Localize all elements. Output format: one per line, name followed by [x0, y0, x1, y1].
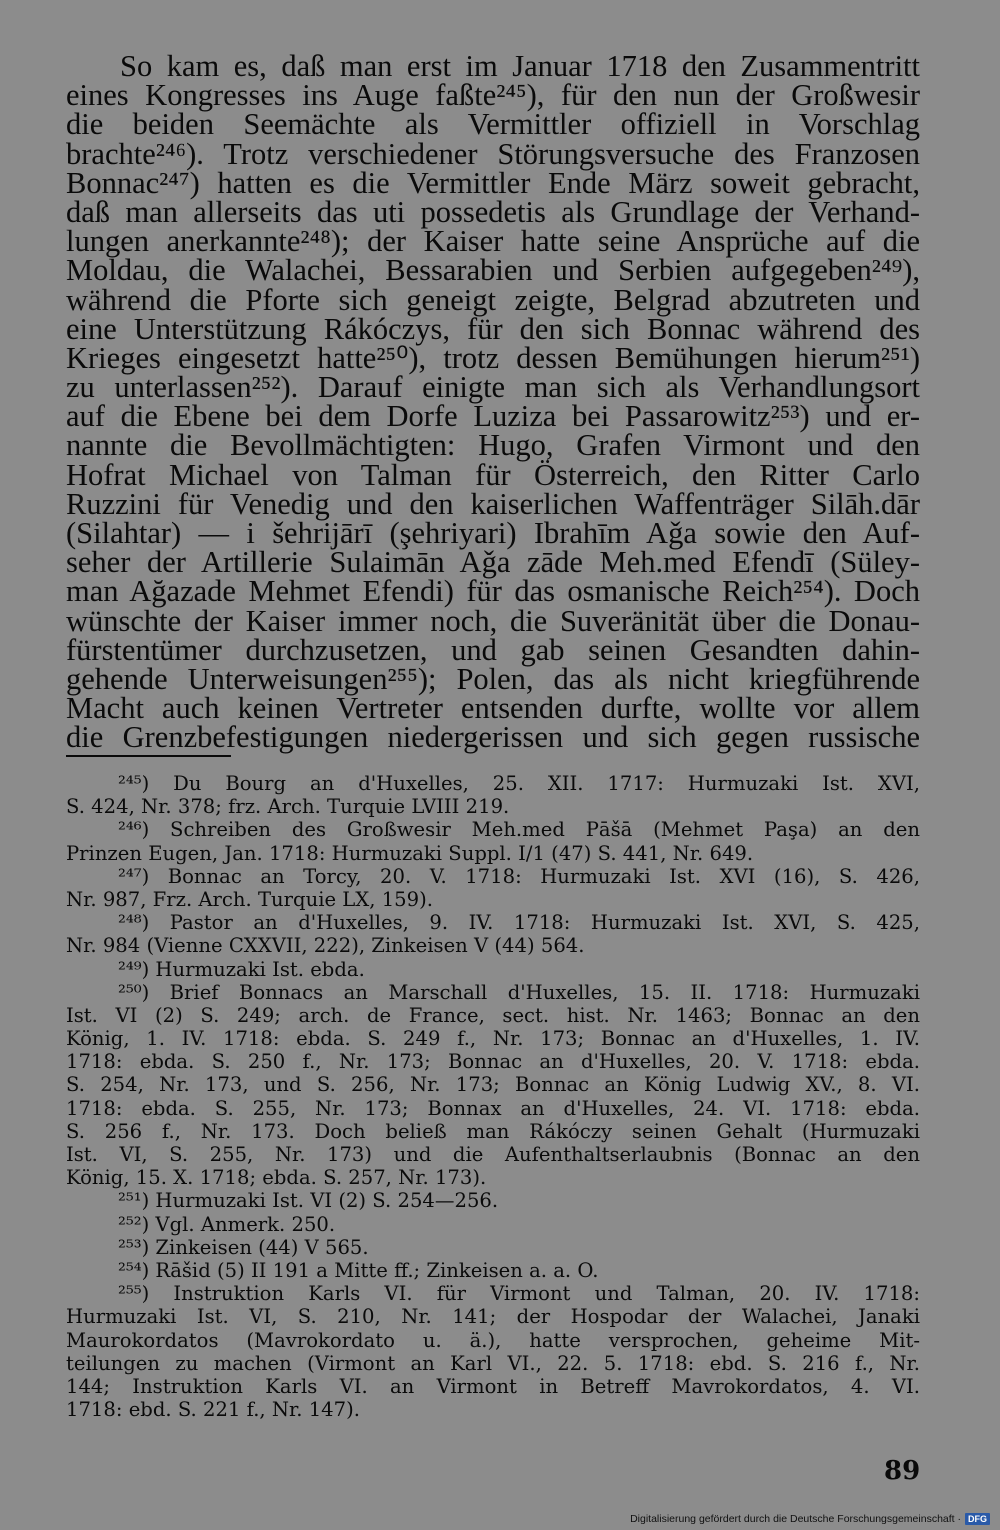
- footnote-line: teilungen zu machen (Virmont an Karl VI., 22. 5. 1718: ebd. S. 216 f., Nr.: [66, 1351, 920, 1375]
- credit-text: Digitalisierung gefördert durch die Deutsche Forschungsgemeinschaft ·: [630, 1513, 961, 1525]
- footnote-line: Hurmuzaki Ist. VI, S. 210, Nr. 141; der Hospodar der Walachei, Janaki: [66, 1305, 920, 1329]
- footnote-line: Ist. VI, S. 255, Nr. 173) und die Aufenthaltserlaubnis (Bonnac an den: [66, 1143, 920, 1166]
- text-line: Macht auch keinen Vertreter entsenden durfte, wollte vor allem: [66, 691, 920, 726]
- footnote-line: Nr. 984 (Vienne CXXVII, 222), Zinkeisen V (44) 564.: [66, 934, 585, 958]
- footnote-line: Ist. VI (2) S. 249; arch. de France, sect. hist. Nr. 1463; Bonnac an den: [66, 1003, 920, 1027]
- text-line: Ruzzini für Venedig und den kaiserlichen Waffenträger Silāh.dār: [66, 486, 920, 521]
- text-line: daß man allerseits das uti possedetis als Grundlage der Verhand-: [66, 194, 920, 229]
- text-line: eines Kongresses ins Auge faßte²⁴⁵), für den nun der Großwesir: [66, 78, 920, 113]
- footnote-line: ²⁴⁸) Pastor an d'Huxelles, 9. IV. 1718: Hurmuzaki Ist. XVI, S. 425,: [118, 911, 920, 935]
- footnote-divider: [66, 755, 231, 757]
- main-text-block: [66, 49, 920, 755]
- footnote-line: ²⁵⁴) Rāšid (5) II 191 a Mitte ff.; Zinkeisen a. a. O.: [118, 1258, 599, 1282]
- footnote-line: Prinzen Eugen, Jan. 1718: Hurmuzaki Suppl. I/1 (47) S. 441, Nr. 649.: [66, 841, 754, 865]
- footnote-line: ²⁵¹) Hurmuzaki Ist. VI (2) S. 254—256.: [118, 1189, 499, 1213]
- page-number: 89: [884, 1456, 921, 1486]
- footnote-line: ²⁵³) Zinkeisen (44) V 565.: [118, 1235, 369, 1259]
- digitization-credit: [604, 1511, 990, 1527]
- footnote-line: 1718: ebda. S. 255, Nr. 173; Bonnax an d'Huxelles, 24. VI. 1718: ebda.: [66, 1096, 920, 1120]
- text-line: Krieges eingesetzt hatte²⁵⁰), trotz dessen Bemühungen hierum²⁵¹): [66, 340, 920, 375]
- footnote-line: S. 254, Nr. 173, und S. 256, Nr. 173; Bonnac an König Ludwig XV., 8. VI.: [66, 1073, 920, 1097]
- text-line: Bonnac²⁴⁷) hatten es die Vermittler Ende März soweit gebracht,: [66, 165, 920, 200]
- footnote-line: 1718: ebd. S. 221 f., Nr. 147).: [66, 1398, 360, 1422]
- footnote-line: König, 15. X. 1718; ebda. S. 257, Nr. 173).: [66, 1166, 487, 1190]
- text-line: Moldau, die Walachei, Bessarabien und Serbien aufgegeben²⁴⁹),: [66, 253, 920, 288]
- footnote-line: ²⁵⁰) Brief Bonnacs an Marschall d'Huxelles, 15. II. 1718: Hurmuzaki: [118, 980, 920, 1004]
- text-line: wünschte der Kaiser immer noch, die Suveränität über die Donau-: [66, 603, 920, 638]
- text-line: fürstentümer durchzusetzen, und gab seinen Gesandten dahin-: [66, 632, 920, 667]
- text-line: auf die Ebene bei dem Dorfe Luziza bei Passarowitz²⁵³) und er-: [66, 399, 920, 434]
- footnote-line: ²⁴⁷) Bonnac an Torcy, 20. V. 1718: Hurmuzaki Ist. XVI (16), S. 426,: [118, 864, 920, 888]
- footnote-line: ²⁵²) Vgl. Anmerk. 250.: [118, 1212, 336, 1236]
- text-line: gehende Unterweisungen²⁵⁵); Polen, das als nicht kriegführende: [66, 661, 920, 696]
- footnote-line: ²⁴⁹) Hurmuzaki Ist. ebda.: [118, 957, 365, 981]
- text-line: zu unterlassen²⁵²). Darauf einigte man sich als Verhandlungsort: [66, 370, 920, 405]
- text-line: lungen anerkannte²⁴⁸); der Kaiser hatte seine Ansprüche auf die: [66, 224, 920, 259]
- footnote-line: S. 424, Nr. 378; frz. Arch. Turquie LVIII 219.: [66, 795, 510, 819]
- text-line: die Grenzbefestigungen niedergerissen und sich gegen russische: [66, 720, 920, 755]
- footnote-line: Nr. 987, Frz. Arch. Turquie LX, 159).: [66, 887, 433, 911]
- footnote-line: 1718: ebda. S. 250 f., Nr. 173; Bonnac an d'Huxelles, 20. V. 1718: ebda.: [66, 1050, 920, 1074]
- footnote-line: ²⁴⁶) Schreiben des Großwesir Meh.med Pāšā (Mehmet Paşa) an den: [118, 818, 920, 842]
- text-line: nannte die Bevollmächtigten: Hugo, Grafen Virmont und den: [66, 428, 920, 463]
- text-line: So kam es, daß man erst im Januar 1718 den Zusammentritt: [120, 49, 920, 83]
- text-line: während die Pforte sich geneigt zeigte, Belgrad abzutreten und: [66, 282, 920, 317]
- text-line: brachte²⁴⁶). Trotz verschiedener Störungsversuche des Franzosen: [66, 136, 920, 171]
- footnote-line: ²⁴⁵) Du Bourg an d'Huxelles, 25. XII. 1717: Hurmuzaki Ist. XVI,: [118, 772, 920, 795]
- footnote-line: 144; Instruktion Karls VI. an Virmont in Betreff Mavrokordatos, 4. VI.: [66, 1374, 920, 1398]
- text-line: seher der Artillerie Sulaimān Aǧa zāde Meh.med Efendī (Süley-: [66, 545, 920, 580]
- text-line: (Silahtar) — i šehrijārī (şehriyari) Ibrahīm Aǧa sowie den Auf-: [66, 516, 920, 550]
- text-line: die beiden Seemächte als Vermittler offiziell in Vorschlag: [66, 107, 920, 142]
- footnotes-block: [66, 772, 920, 1421]
- footnote-line: Maurokordatos (Mavrokordato u. ä.), hatte versprochen, geheime Mit-: [66, 1328, 920, 1352]
- footnote-line: ²⁵⁵) Instruktion Karls VI. für Virmont und Talman, 20. IV. 1718:: [118, 1282, 920, 1306]
- text-line: man Ağazade Mehmet Efendi) für das osmanische Reich²⁵⁴). Doch: [66, 574, 920, 609]
- text-line: eine Unterstützung Rákóczys, für den sich Bonnac während des: [66, 311, 920, 346]
- dfg-logo: DFG: [965, 1513, 990, 1525]
- footnote-line: S. 256 f., Nr. 173. Doch beließ man Rákóczy seinen Gehalt (Hurmuzaki: [66, 1119, 920, 1143]
- footnote-line: König, 1. IV. 1718: ebda. S. 249 f., Nr. 173; Bonnac an d'Huxelles, 1. IV.: [66, 1027, 920, 1051]
- text-line: Hofrat Michael von Talman für Österreich, den Ritter Carlo: [66, 457, 920, 492]
